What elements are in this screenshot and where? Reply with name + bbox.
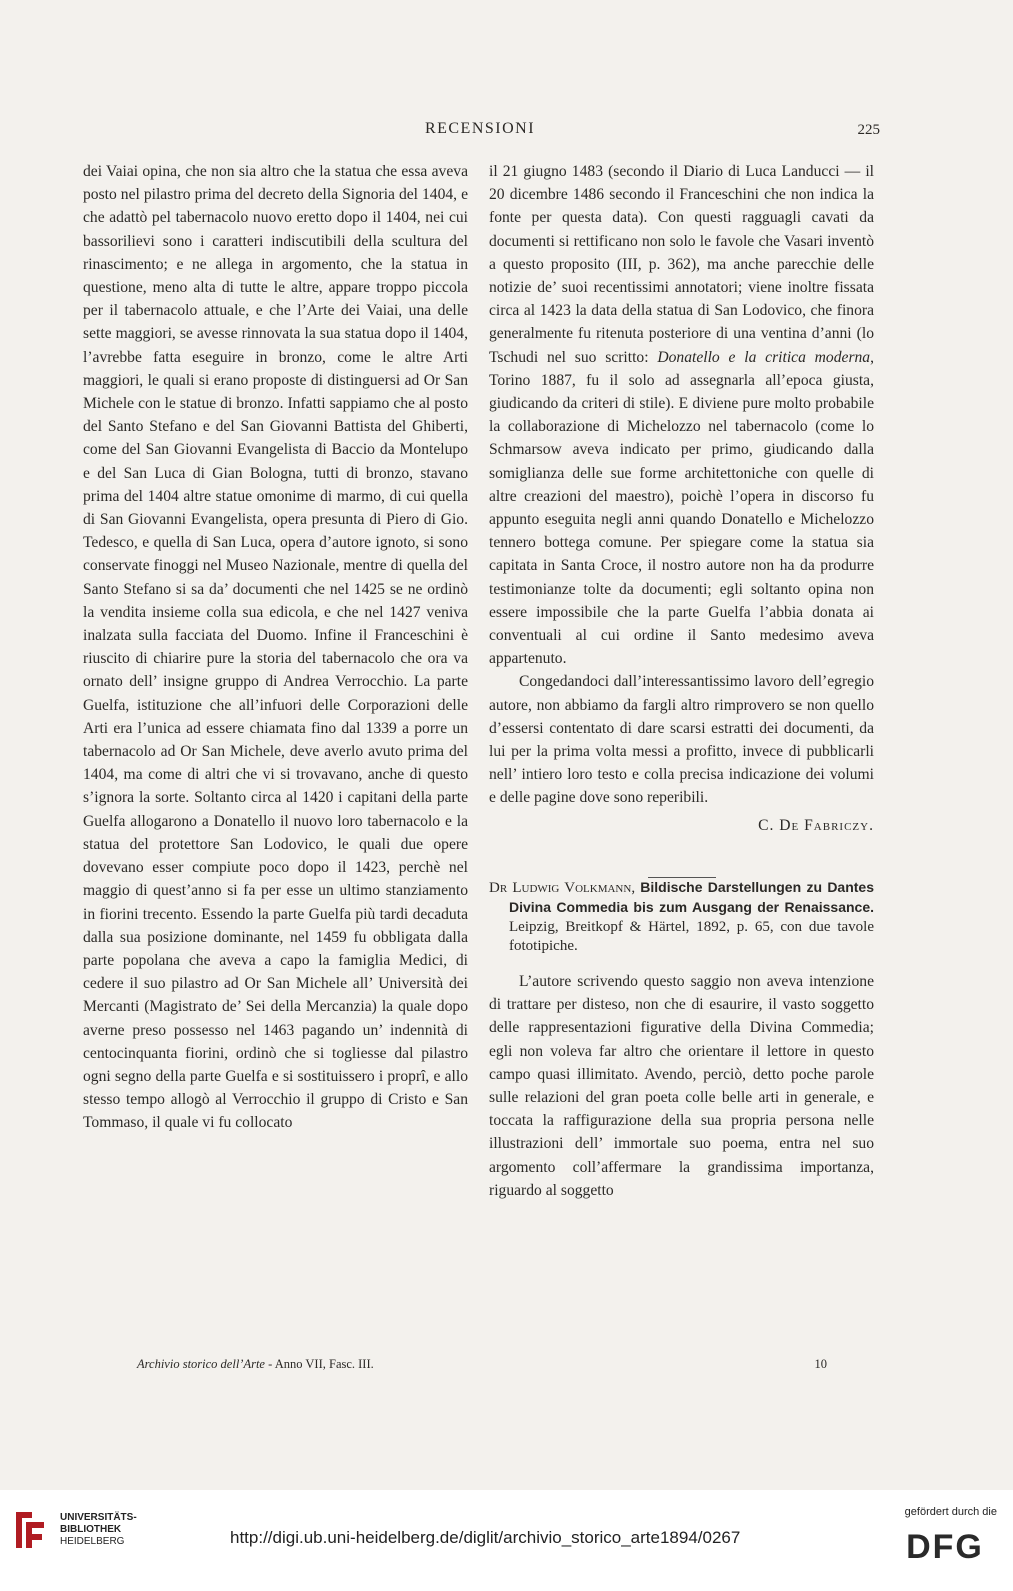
running-header <box>80 118 880 140</box>
university-name-line: UNIVERSITÄTS- <box>60 1512 137 1523</box>
university-name <box>60 1512 137 1548</box>
publication-info: Leipzig, Breitkopf & Härtel, 1892, p. 65, con due tavole fototipiche. <box>509 918 874 954</box>
section-title: RECENSIONI <box>424 120 536 137</box>
university-name-line: BIBLIOTHEK <box>60 1524 122 1535</box>
review-body: L’autore scrivendo questo saggio non aveva intenzione di trattare per disteso, non che di esaurire, il vasto soggetto delle rappresentazioni figurative della Divina Commedia; egli non voleva far altro che orientare il lettore in questo campo quasi illimitato. Avendo, perciò, detto poche parole sulle relazioni del gran poeta colle belle arti in generale, e toccata la raffigurazione della sua propria persona nelle illustrazioni dell’ immortale suo poema, entra nel suo argomento coll’affermare la grandissima importanza, riguardo al soggetto <box>489 972 874 1199</box>
journal-issue: - Anno VII, Fasc. III. <box>264 1357 374 1371</box>
reviewed-author: Dr Ludwig Volkmann, <box>489 879 636 896</box>
left-paragraph: dei Vaiai opina, che non sia altro che la statua che essa aveva posto nel pilastro prima del decreto della Signoria del 1404, e che adattò pel tabernacolo nuovo eretto dopo il 1404, nei cui bassorilievi sono i caratteri indiscutibili della scultura del rinascimento; e ne allega in argomento, che la statua in questione, meno alta di tutte le altre, appare troppo piccola per il tabernacolo attuale, e che l’Arte dei Vaiai, una delle sette maggiori, se avesse rinnovata la sua statua dopo il 1404, l’avrebbe fatta eseguire in bronzo, come le altre Arti maggiori, le quali si erano proposte di distinguersi ad Or San Michele con le statue di bronzo. Infatti sappiamo che al posto del Santo Stefano e del San Giovanni Battista del Ghiberti, come del San Giovanni Evangelista di Baccio da Montelupo e del San Luca di Gian Bologna, tutti di bronzo, stavano prima del 1404 altre statue omonime di marmo, di cui quella di San Giovanni Evangelista, opera presunta di Piero di Gio. Tedesco, e quella di San Luca, opera d’autore ignoto, si sono conservate finoggi nel Museo Nazionale, mentre di quella del Santo Stefano si sa da’ documenti che nel 1425 se ne ordinò la vendita insieme colla sua edicola, e che nel 1427 veniva inalzata sulla facciata del Duomo. Infine il Franceschini è riuscito di chiarire pure la storia del tabernacolo che ora va ornato dell’ insigne gruppo di Andrea Verrocchio. La parte Guelfa, istituzione che all’infuori delle Corporazioni delle Arti era l’unica ad essere chiamata fino dal 1339 a porre un tabernacolo ad Or San Michele, deve averlo avuto prima del 1404, ma come di altri che vi si trovavano, anche di questo s’ignora la sorte. Soltanto circa al 1420 i capitani della parte Guelfa allogarono a Donatello il nuovo loro tabernacolo e la statua del protettore San Lodovico, le quali due opere dovevano esser compiute poco dopo il 1423, perchè nel maggio di quest’anno si fa per esse un ultimo stanziamento in fiorini trecento. Essendo la parte Guelfa più tardi decaduta dalla sua posizione dominante, nel 1459 fu obbligata dalla parte popolana che aveva a capo la famiglia Medici, di cedere il suo pilastro ad Or San Michele all’ Università dei Mercanti (Magistrato de’ Sei della Mercanzia) la quale dopo averne preso possesso nel 1463 pagando un’ indennità di centocinquanta fiorini, ordinò che si togliesse dal pilastro ogni segno della parte Guelfa e si sostituissero i proprî, e allo stesso tempo allogò al Verrocchio il gruppo di Cristo e San Tommaso, il quale vi fu collocato <box>83 163 468 1132</box>
dfg-logo-icon <box>895 1528 995 1562</box>
paragraph-text: , Torino 1887, fu il solo ad assegnarla all’epoca giusta, giudicando da criteri di stile). E diviene pure molto probabile la collaborazione di Michelozzo nel tabernacolo (come lo Schmarsow aveva indicato per primo, giudicando dalla somiglianza delle sue forme architettoniche con quelle di altre creazioni del maestro), poichè l’opera in discorso fu appunto eseguita negli anni quando Donatello e Michelozzo tennero bottega comune. Per spiegare come la statua sia capitata in Santa Croce, il nostro autore non ha da produrre testimonianze tolte da documenti; egli soltanto opina non essere impossibile che la parte Guelfa l’abbia donata ai conventuali al cui ordine il Santo medesimo aveva appartenuto. <box>489 348 875 668</box>
page-number: 225 <box>857 122 880 138</box>
right-paragraph-1 <box>489 160 874 670</box>
signature-mark: 10 <box>814 1357 827 1371</box>
university-name-line: HEIDELBERG <box>60 1536 125 1547</box>
permalink-url[interactable]: http://digi.ub.uni-heidelberg.de/diglit/archivio_storico_arte1894/0267 <box>230 1528 741 1547</box>
dfg-logo-text: DFG <box>906 1528 984 1562</box>
reviewer-signature: C. De Fabriczy. <box>758 816 874 834</box>
digitization-strip <box>0 1490 1013 1591</box>
journal-citation <box>137 1357 374 1372</box>
university-library-logo-icon <box>10 1508 50 1552</box>
reviewed-book-title: Bildische Darstellungen zu Dantes Divina Commedia bis zum Ausgang der Renaissance. <box>509 878 874 915</box>
cited-work-title: Donatello e la critica moderna <box>657 348 871 366</box>
review-heading <box>489 878 874 956</box>
paragraph-text: il 21 giugno 1483 (secondo il Diario di Luca Landucci — il 20 dicembre 1486 secondo il Franceschini che non indica la fonte per questa data). Con questi ragguagli cavati da documenti si rettificano non solo le favole che Vasari inventò a questo proposito (III, p. 362), ma anche parecchie delle notizie de’ suoi recentissimi annotatori; viene inoltre fissata circa al 1423 la data della statua di San Lodovico, che finora generalmente fu ritenuta posteriore di una ventina d’anni (lo Tschudi nel suo scritto: <box>489 163 874 366</box>
right-column <box>489 160 874 1202</box>
right-paragraph-2: Congedandoci dall’interessantissimo lavoro dell’egregio autore, non abbiamo da fargli altro rimprovero se non quello d’essersi contentato di dare scarsi estratti dei documenti, da lui per la prima volta messi a profitto, invece di pubblicarli nell’ intiero loro testo e colla precisa indicazione dei volumi e delle pagine dove sono reperibili. <box>489 673 874 807</box>
funded-by-label: gefördert durch die <box>904 1506 997 1518</box>
left-column <box>83 160 468 1135</box>
journal-title: Archivio storico dell’Arte <box>137 1357 265 1371</box>
